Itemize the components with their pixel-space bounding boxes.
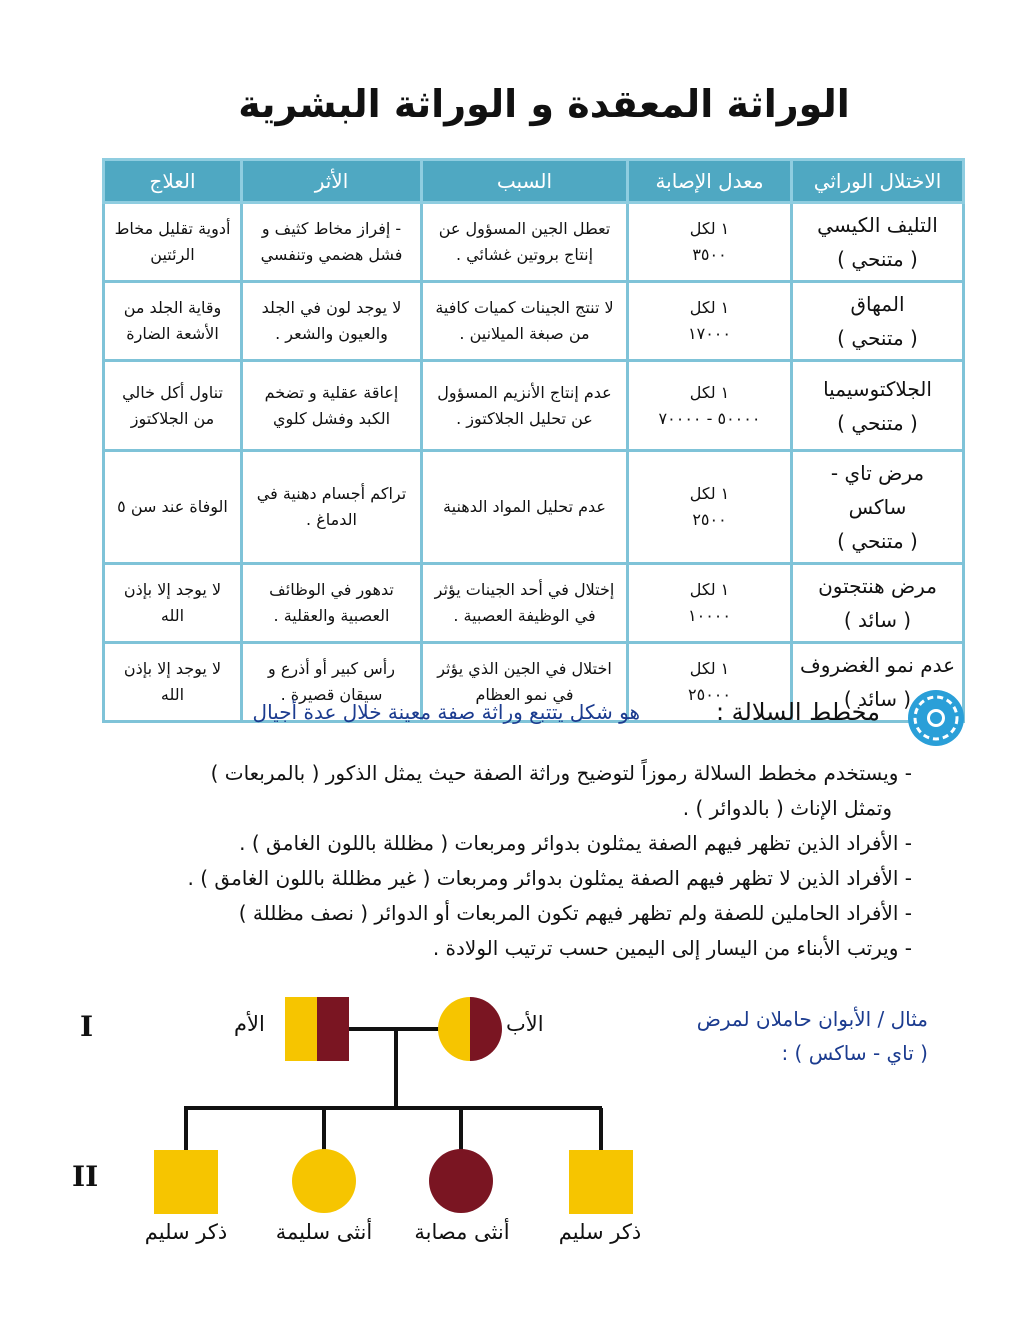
header-disorder: الاختلال الوراثي	[792, 160, 964, 203]
rule-item: - الأفراد الذين تظهر فيهم الصفة يمثلون بدوائر ومربعات ( مظللة باللون الغامق ) .	[239, 831, 912, 855]
rate-bottom: ٢٥٠٠	[692, 510, 727, 529]
treatment-cell: أدوية تقليل مخاط الرئتين	[104, 203, 242, 282]
example-line-2: ( تاي - ساكس ) :	[781, 1041, 928, 1065]
effect-cell: رأس كبير أو أذرع و سيقان قصيرة .	[242, 643, 422, 722]
header-rate: معدل الإصابة	[628, 160, 792, 203]
child-label: ذكر سليم	[558, 1220, 642, 1244]
header-treatment: العلاج	[104, 160, 242, 203]
disorder-name: عدم نمو الغضروف	[799, 653, 956, 677]
child-label: ذكر سليم	[144, 1220, 228, 1244]
rate-top: ١ لكل	[689, 580, 730, 599]
rate-top: ١ لكل	[689, 298, 730, 317]
header-cause: السبب	[422, 160, 628, 203]
inheritance-type: ( متنحي )	[837, 326, 918, 350]
rate-bottom: ١٠٠٠٠	[688, 606, 731, 625]
cause-cell: تعطل الجين المسؤول عن إنتاج بروتين غشائي .	[422, 203, 628, 282]
treatment-cell: وقاية الجلد من الأشعة الضارة	[104, 282, 242, 361]
child-female-affected	[429, 1149, 493, 1213]
generation-label-2: II	[72, 1160, 99, 1193]
child-male-healthy-1	[154, 1150, 218, 1214]
effect-cell: - إفراز مخاط كثيف و فشل هضمي وتنفسي	[242, 203, 422, 282]
mother-symbol	[285, 997, 349, 1061]
father-label: الأب	[506, 1012, 544, 1036]
inheritance-type: ( سائد )	[843, 608, 912, 632]
mother-label: الأم	[234, 1012, 265, 1036]
rate-bottom: ١٧٠٠٠	[688, 324, 731, 343]
inheritance-type: ( متنحي )	[837, 410, 918, 435]
inheritance-type: ( متنحي )	[837, 247, 918, 271]
cause-cell: اختلال في الجين الذي يؤثر في نمو العظام	[422, 643, 628, 722]
mother-unaffected-half	[285, 997, 317, 1061]
rule-item: وتمثل الإناث ( بالدوائر ) .	[682, 796, 892, 820]
child-label: أنثى سليمة	[275, 1220, 373, 1244]
rate-bottom: ٥٠٠٠٠ - ٧٠٠٠٠	[658, 408, 761, 428]
pedigree-definition: هو شكل يتتبع وراثة صفة معينة خلال عدة أجيال	[252, 700, 640, 724]
mother-affected-half	[317, 997, 349, 1061]
inheritance-type: ( سائد )	[843, 687, 912, 711]
father-unaffected-half	[438, 997, 470, 1061]
rate-top: ١ لكل	[689, 659, 730, 678]
inheritance-type: ( متنحي )	[837, 529, 918, 553]
disorder-name: مرض تاي - ساكس	[830, 461, 925, 519]
effect-cell: تدهور في الوظائف العصبية والعقلية .	[242, 564, 422, 643]
disorder-name: الجلاكتوسيميا	[823, 376, 932, 401]
child-male-healthy-2	[569, 1150, 633, 1214]
rate-top: ١ لكل	[689, 382, 730, 402]
child-female-healthy	[292, 1149, 356, 1213]
rate-top: ١ لكل	[689, 219, 730, 238]
father-affected-half	[470, 997, 502, 1061]
generation-label-1: I	[80, 1010, 94, 1043]
rule-item: - ويرتب الأبناء من اليسار إلى اليمين حسب ترتيب الولادة .	[432, 936, 912, 960]
page-title: الوراثة المعقدة و الوراثة البشرية	[238, 82, 850, 126]
cause-cell: إختلال في أحد الجينات يؤثر في الوظيفة العصبية .	[422, 564, 628, 643]
rate-bottom: ٣٥٠٠	[692, 245, 727, 264]
header-effect: الأثر	[242, 160, 422, 203]
pedigree-heading: مخطط السلالة :	[715, 698, 880, 726]
effect-cell: لا يوجد لون في الجلد والعيون والشعر .	[242, 282, 422, 361]
cause-cell: عدم إنتاج الأنزيم المسؤول عن تحليل الجلاكتوز .	[422, 361, 628, 451]
rate-top: ١ لكل	[689, 484, 730, 503]
example-line-1: مثال / الأبوان حاملان لمرض	[696, 1007, 928, 1031]
cause-cell: عدم تحليل المواد الدهنية	[422, 451, 628, 564]
child-label: أنثى مصابة	[414, 1220, 510, 1244]
treatment-cell: لا يوجد إلا بإذن الله	[104, 564, 242, 643]
disorder-name: المهاق	[850, 292, 905, 316]
disorder-name: مرض هنتجتون	[818, 574, 937, 598]
cause-cell: لا تنتج الجينات كميات كافية من صبغة الميلانين .	[422, 282, 628, 361]
effect-cell: إعاقة عقلية و تضخم الكبد وفشل كلوي	[242, 361, 422, 451]
effect-cell: تراكم أجسام دهنية في الدماغ .	[242, 451, 422, 564]
treatment-cell: الوفاة عند سن ٥	[104, 451, 242, 564]
rule-item: - الأفراد الذين لا تظهر فيهم الصفة يمثلون بدوائر ومربعات ( غير مظللة باللون الغامق ) .	[187, 866, 912, 890]
disorder-name: التليف الكيسي	[817, 213, 938, 237]
treatment-cell: تناول أكل خالي من الجلاكتوز	[104, 361, 242, 451]
rate-bottom: ٢٥٠٠٠	[688, 685, 731, 704]
treatment-cell: لا يوجد إلا بإذن الله	[104, 643, 242, 722]
father-symbol	[438, 997, 502, 1061]
rule-item: - الأفراد الحاملين للصفة ولم تظهر فيهم تكون المربعات أو الدوائر ( نصف مظللة )	[238, 901, 912, 925]
rule-item: - ويستخدم مخطط السلالة رموزاً لتوضيح وراثة الصفة حيث يمثل الذكور ( بالمربعات )	[210, 761, 912, 785]
